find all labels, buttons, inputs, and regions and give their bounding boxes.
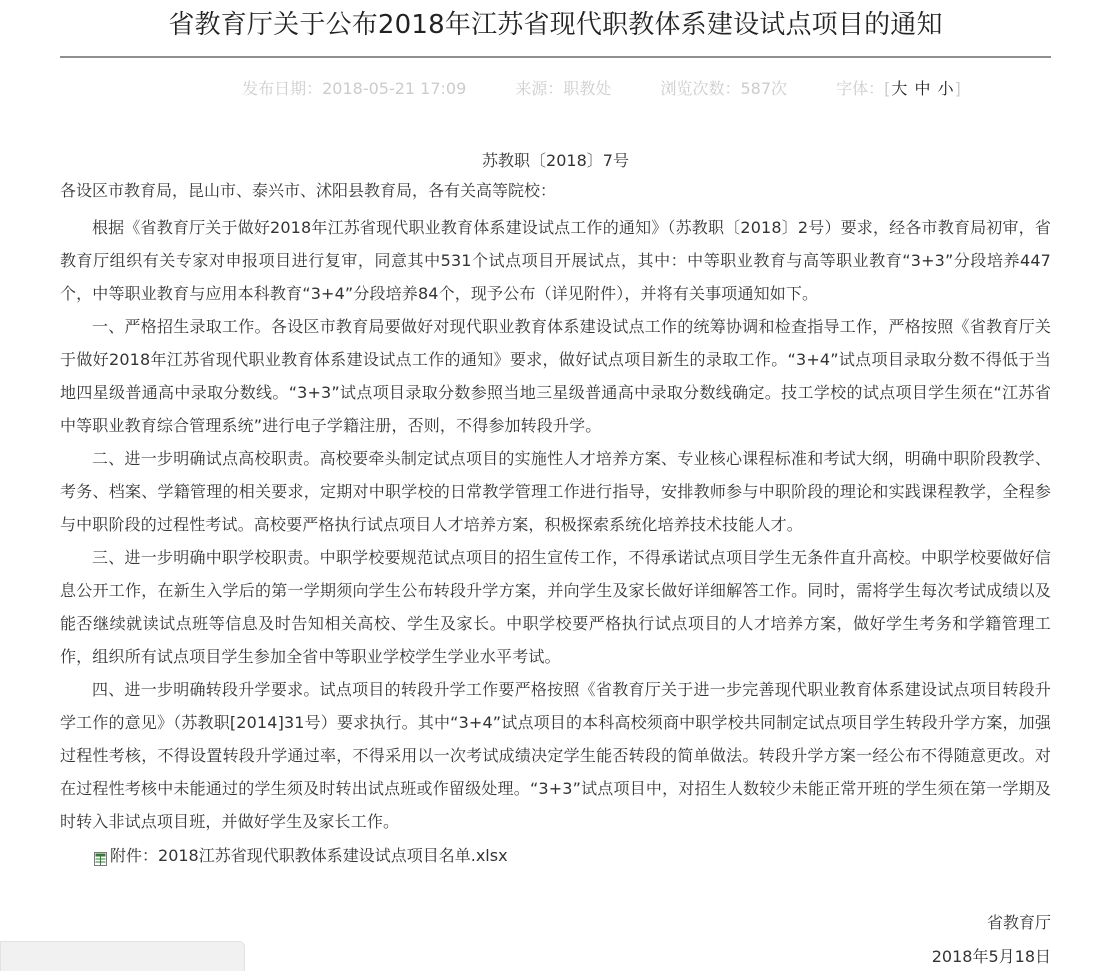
bracket-open: [ (884, 79, 891, 98)
font-size-switcher (836, 78, 961, 100)
article-meta (60, 78, 1051, 100)
article (60, 0, 1051, 968)
source: 来源：职教处 (515, 79, 612, 98)
paragraph-intro: 根据《省教育厅关于做好2018年江苏省现代职业教育体系建设试点工作的通知》（苏教职〔2018〕2号）要求，经各市教育局初审，省教育厅组织有关专家对申报项目进行复审，同意其中531个试点项目开展试点，其中：中等职业教育与高等职业教育“3+3”分段培养447个，中等职业教育与应用本科教育“3+4”分段培养84个，现予公布（详见附件），并将有关事项通知如下。 (60, 218, 1051, 303)
attachment-label: 附件： (110, 846, 159, 865)
page-title: 省教育厅关于公布2018年江苏省现代职教体系建设试点项目的通知 (60, 0, 1051, 58)
excel-file-icon (94, 849, 107, 863)
salutation: 各设区市教育局，昆山市、泰兴市、沭阳县教育局，各有关高等院校： (60, 181, 557, 200)
bracket-close: ] (954, 79, 961, 98)
paragraph-2: 二、进一步明确试点高校职责。高校要牵头制定试点项目的实施性人才培养方案、专业核心课程标准和考试大纲，明确中职阶段教学、考务、档案、学籍管理的相关要求，定期对中职学校的日常教学管理工作进行指导，安排教师参与中职阶段的理论和实践课程教学，全程参与中职阶段的过程性考试。高校要严格执行试点项目人才培养方案，积极探索系统化培养技术技能人才。 (60, 449, 1051, 534)
signature: 省教育厅 (986, 913, 1051, 932)
paragraph-4: 四、进一步明确转段升学要求。试点项目的转段升学工作要严格按照《省教育厅关于进一步完善现代职业教育体系建设试点项目转段升学工作的意见》（苏教职[2014]31号）要求执行。其中“3+4”试点项目的本科高校须商中职学校共同制定试点项目学生转段升学方案，加强过程性考核，不得设置转段升学通过率，不得采用以一次考试成绩决定学生能否转段的简单做法。转段升学方案一经公布不得随意更改。对在过程性考核中未能通过的学生须及时转出试点班或作留级处理。“3+3”试点项目中，对招生人数较少未能正常开班的学生须在第一学期及时转入非试点项目班，并做好学生及家长工作。 (60, 680, 1051, 831)
publish-date: 发布日期：2018-05-21 17:09 (242, 79, 467, 98)
attachment-link[interactable]: 2018江苏省现代职教体系建设试点项目名单.xlsx (158, 846, 508, 865)
attachment (60, 844, 1051, 868)
font-large-link[interactable]: 大 (891, 79, 908, 98)
paragraph-1: 一、严格招生录取工作。各设区市教育局要做好对现代职业教育体系建设试点工作的统筹协调和检查指导工作，严格按照《省教育厅关于做好2018年江苏省现代职业教育体系建设试点工作的通知》要求，做好试点项目新生的录取工作。“3+4”试点项目录取分数不得低于当地四星级普通高中录取分数线。“3+3”试点项目录取分数参照当地三星级普通高中录取分数线确定。技工学校的试点项目学生须在“江苏省中等职业教育综合管理系统”进行电子学籍注册，否则，不得参加转段升学。 (60, 317, 1051, 435)
paragraph-3: 三、进一步明确中职学校职责。中职学校要规范试点项目的招生宣传工作，不得承诺试点项目学生无条件直升高校。中职学校要做好信息公开工作，在新生入学后的第一学期须向学生公布转段升学方案，并向学生及家长做好详细解答工作。同时，需将学生每次考试成绩以及能否继续就读试点班等信息及时告知相关高校、学生及家长。中职学校要严格执行试点项目的人才培养方案，做好学生考务和学籍管理工作，组织所有试点项目学生参加全省中等职业学校学生学业水平考试。 (60, 548, 1051, 666)
font-size-label: 字体： (836, 79, 885, 98)
view-count: 浏览次数：587次 (660, 79, 788, 98)
font-small-link[interactable]: 小 (937, 79, 954, 98)
font-medium-link[interactable]: 中 (914, 79, 931, 98)
signature-date: 2018年5月18日 (931, 947, 1051, 966)
floating-panel (0, 941, 245, 971)
document-number: 苏教职〔2018〕7号 (482, 151, 629, 170)
